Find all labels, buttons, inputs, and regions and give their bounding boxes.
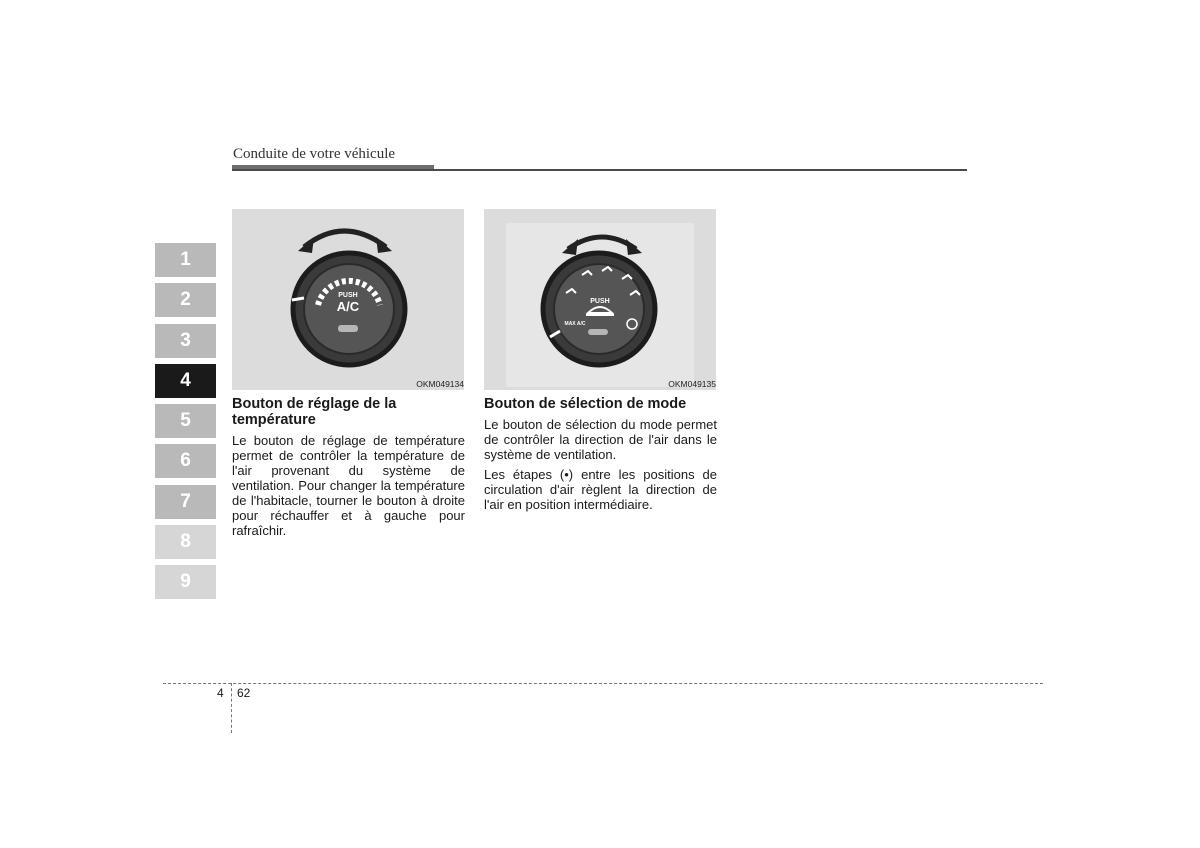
temperature-knob-figure xyxy=(232,209,464,390)
knob-push-label: PUSH xyxy=(338,292,358,299)
chapter-tabs xyxy=(155,243,216,606)
figure-code: OKM049134 xyxy=(416,379,464,389)
footer-divider xyxy=(231,683,232,733)
chapter-tab-1[interactable]: 1 xyxy=(155,243,216,277)
chapter-tab-3[interactable]: 3 xyxy=(155,324,216,358)
ac-indicator-icon xyxy=(338,325,358,332)
chapter-tab-2[interactable]: 2 xyxy=(155,283,216,317)
temperature-section xyxy=(232,396,465,543)
header-rule-thin xyxy=(232,169,967,171)
footer-page-number: 62 xyxy=(237,686,251,700)
figure-code: OKM049135 xyxy=(668,379,716,389)
mode-knob-illustration xyxy=(484,209,716,390)
cold-marker xyxy=(292,298,304,300)
temperature-knob-illustration xyxy=(232,209,464,390)
rotate-arrow-arc xyxy=(304,231,386,247)
chapter-tab-6[interactable]: 6 xyxy=(155,444,216,478)
mode-section xyxy=(484,396,717,517)
chapter-tab-4[interactable]: 4 xyxy=(155,364,216,398)
rotate-arrow-right-head xyxy=(376,237,392,253)
chapter-tab-7[interactable]: 7 xyxy=(155,485,216,519)
section-paragraph: Les étapes (•) entre les positions de circulation d'air règlent la direction de l'air en position intermédiaire. xyxy=(484,467,717,512)
section-heading: Bouton de réglage de la température xyxy=(232,396,397,428)
mode-knob-figure xyxy=(484,209,716,390)
chapter-tab-5[interactable]: 5 xyxy=(155,404,216,438)
running-header-title: Conduite de votre véhicule xyxy=(233,146,396,162)
section-paragraph: Le bouton de sélection du mode permet de contrôler la direction de l'air dans le système de ventilation. xyxy=(484,417,717,462)
footer-rule xyxy=(163,683,1043,684)
section-paragraph: Le bouton de réglage de température permet de contrôler la température de l'air provenant du système de ventilation. Pour changer la température de l'habitacle, tourner le bouton à droite pour réchauffer et à gauche pour rafraîchir. xyxy=(232,433,465,538)
footer-chapter-number: 4 xyxy=(217,686,224,700)
knob-ac-label: A/C xyxy=(336,299,360,314)
chapter-tab-8[interactable]: 8 xyxy=(155,525,216,559)
mode-indicator-icon xyxy=(588,329,608,335)
chapter-tab-9[interactable]: 9 xyxy=(155,565,216,599)
section-heading: Bouton de sélection de mode xyxy=(484,396,687,412)
max-ac-label: MAX A/C xyxy=(564,321,586,327)
knob-push-label: PUSH xyxy=(590,298,610,305)
rotate-arrow-left-head xyxy=(298,237,314,253)
